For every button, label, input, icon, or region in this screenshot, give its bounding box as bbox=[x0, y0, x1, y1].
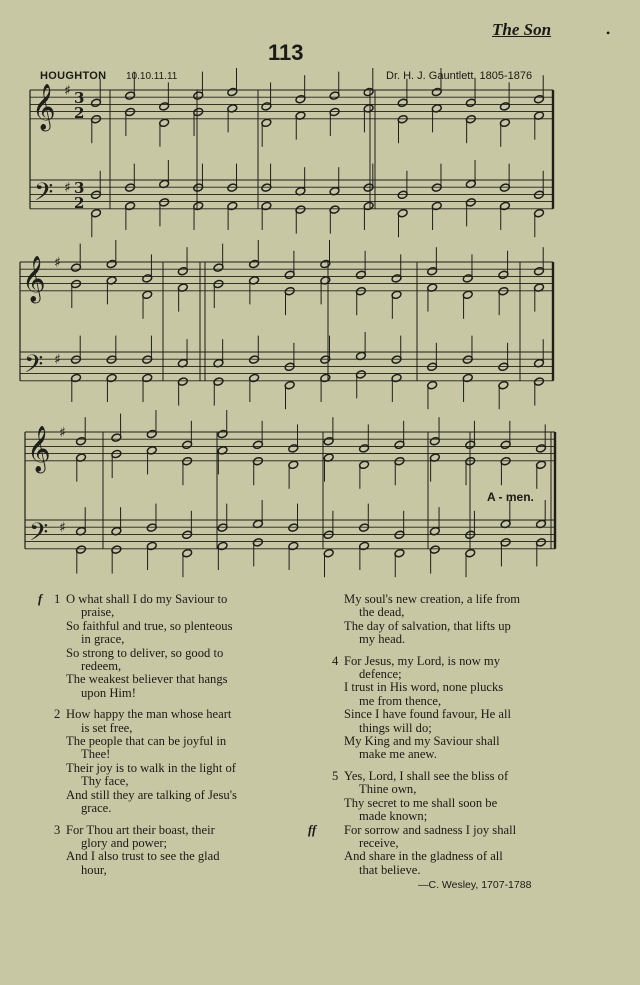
verse-line bbox=[322, 748, 567, 761]
verse-line bbox=[44, 606, 289, 619]
time-signature-bottom: 2 bbox=[74, 104, 85, 122]
verse-line-text: in grace, bbox=[81, 632, 125, 647]
verse-line bbox=[44, 748, 289, 761]
verse-block bbox=[322, 655, 567, 762]
verse-line bbox=[44, 735, 289, 748]
verses-left-column bbox=[38, 592, 289, 877]
verse-number: 3 bbox=[54, 822, 61, 837]
verse-line bbox=[44, 789, 289, 802]
verse-line bbox=[322, 864, 567, 877]
verse-line bbox=[322, 722, 567, 735]
verse-line bbox=[322, 606, 567, 619]
verse-number: 4 bbox=[332, 653, 339, 668]
verse-line bbox=[322, 783, 567, 796]
verse-line bbox=[44, 687, 289, 700]
verse-line bbox=[322, 655, 567, 668]
verse-line bbox=[322, 770, 567, 783]
verse-line-text: me from thence, bbox=[359, 693, 442, 708]
meter: 10.10.11.11 bbox=[126, 71, 178, 82]
verse-line bbox=[44, 837, 289, 850]
verse-line bbox=[322, 695, 567, 708]
verse-line-text: made known; bbox=[359, 809, 428, 824]
dynamic-marking: f bbox=[38, 592, 43, 606]
verse-line bbox=[322, 837, 567, 850]
verse-line bbox=[44, 802, 289, 815]
verse-line-text: Since I have found favour, He all bbox=[344, 707, 512, 722]
verse-line bbox=[44, 708, 289, 721]
verse-line-text: redeem, bbox=[81, 659, 122, 674]
verse-line bbox=[44, 824, 289, 837]
verse-line bbox=[308, 822, 567, 837]
verse-line-text: Thee! bbox=[81, 747, 111, 762]
verse-line bbox=[44, 620, 289, 633]
verse-line-text: For Jesus, my Lord, is now my bbox=[344, 653, 501, 668]
sharp-icon: ♯ bbox=[59, 425, 66, 441]
verse-line-text: And I also trust to see the glad bbox=[66, 849, 220, 864]
verse-line bbox=[322, 708, 567, 721]
verse-line-text: My soul's new creation, a life from bbox=[344, 592, 521, 606]
time-signature-top: 3 bbox=[74, 89, 85, 107]
verse-line-text: The day of salvation, that lifts up bbox=[344, 618, 511, 633]
bass-clef-icon: 𝄢 bbox=[24, 350, 44, 385]
page-dot-mark: • bbox=[606, 26, 611, 40]
sharp-icon: ♯ bbox=[54, 352, 61, 369]
verse-block bbox=[308, 822, 567, 878]
sharp-icon: ♯ bbox=[64, 180, 71, 197]
verses-right-column bbox=[308, 592, 567, 877]
verse-line bbox=[44, 673, 289, 686]
verse-block bbox=[322, 770, 567, 824]
verse-line bbox=[322, 810, 567, 823]
verse-line bbox=[322, 681, 567, 694]
section-title: The Son bbox=[492, 20, 552, 39]
sharp-icon: ♯ bbox=[54, 255, 61, 271]
treble-clef-icon: 𝄞 bbox=[27, 426, 51, 472]
verse-line-text: Thy secret to me shall soon be bbox=[344, 795, 498, 810]
verse-line-text: Thy face, bbox=[81, 774, 129, 789]
verse-line-text: My King and my Saviour shall bbox=[344, 734, 500, 749]
verse-line bbox=[44, 722, 289, 735]
time-signature-bottom: 2 bbox=[74, 194, 85, 212]
verse-line-text: Their joy is to walk in the light of bbox=[66, 760, 236, 775]
composer: Dr. H. J. Gauntlett, 1805-1876 bbox=[386, 70, 533, 82]
verse-line-text: So faithful and true, so plenteous bbox=[66, 618, 233, 633]
verse-line-text: grace. bbox=[81, 801, 112, 816]
verse-line-text: defence; bbox=[359, 667, 402, 682]
sharp-icon: ♯ bbox=[64, 83, 71, 99]
dynamic-marking: ff bbox=[308, 822, 317, 837]
verse-number: 2 bbox=[54, 707, 61, 722]
verse-line-text: The weakest believer that hangs bbox=[66, 672, 228, 687]
bass-clef-icon: 𝄢 bbox=[29, 518, 49, 553]
verse-line bbox=[44, 775, 289, 788]
verse-line bbox=[38, 592, 289, 606]
verse-line-text: receive, bbox=[359, 835, 399, 850]
author-credit: —C. Wesley, 1707-1788 bbox=[418, 879, 532, 891]
verse-block bbox=[44, 708, 289, 815]
verse-number: 5 bbox=[332, 768, 339, 783]
verse-line bbox=[322, 735, 567, 748]
treble-clef-icon: 𝄞 bbox=[32, 84, 56, 130]
verse-line bbox=[44, 864, 289, 877]
verse-line bbox=[44, 850, 289, 863]
verse-line bbox=[322, 797, 567, 810]
verse-line bbox=[322, 850, 567, 863]
treble-clef-icon: 𝄞 bbox=[22, 256, 46, 302]
verse-line bbox=[322, 668, 567, 681]
amen-label: A - men. bbox=[487, 490, 534, 504]
time-signature-top: 3 bbox=[74, 179, 85, 197]
verse-block bbox=[38, 592, 289, 700]
verse-line-text: the dead, bbox=[359, 605, 405, 620]
verse-line-text: glory and power; bbox=[81, 835, 168, 850]
verse-line bbox=[322, 593, 567, 606]
verse-line-text: O what shall I do my Saviour to bbox=[66, 592, 228, 606]
verse-line bbox=[322, 633, 567, 646]
verse-line-text: Yes, Lord, I shall see the bliss of bbox=[344, 768, 509, 783]
verse-line-text: And still they are talking of Jesu's bbox=[66, 787, 237, 802]
verse-line-text: How happy the man whose heart bbox=[66, 707, 232, 722]
verse-block bbox=[322, 593, 567, 647]
verse-line-text: For Thou art their boast, their bbox=[66, 822, 215, 837]
verse-line bbox=[44, 660, 289, 673]
verse-line-text: that believe. bbox=[359, 862, 421, 877]
sharp-icon: ♯ bbox=[59, 520, 66, 537]
verse-line-text: hour, bbox=[81, 862, 107, 877]
verse-line bbox=[44, 647, 289, 660]
verse-number: 1 bbox=[54, 592, 61, 606]
verse-line bbox=[44, 633, 289, 646]
verse-line-text: For sorrow and sadness I joy shall bbox=[344, 822, 517, 837]
verse-line-text: make me anew. bbox=[359, 747, 437, 762]
verse-line-text: is set free, bbox=[81, 720, 133, 735]
verse-line-text: And share in the gladness of all bbox=[344, 849, 503, 864]
verse-block bbox=[44, 824, 289, 878]
verse-line-text: So strong to deliver, so good to bbox=[66, 645, 224, 660]
verse-line-text: Thine own, bbox=[359, 782, 417, 797]
verse-line-text: upon Him! bbox=[81, 685, 136, 700]
verse-line-text: praise, bbox=[81, 605, 115, 620]
verse-line bbox=[44, 762, 289, 775]
verse-line-text: things will do; bbox=[359, 720, 432, 735]
hymn-number: 113 bbox=[268, 40, 304, 65]
tune-name: HOUGHTON bbox=[40, 70, 107, 82]
verse-line-text: my head. bbox=[359, 632, 406, 647]
verse-line-text: I trust in His word, none plucks bbox=[344, 680, 504, 695]
verse-line bbox=[322, 620, 567, 633]
bass-clef-icon: 𝄢 bbox=[34, 178, 54, 213]
verse-line-text: The people that can be joyful in bbox=[66, 734, 227, 749]
